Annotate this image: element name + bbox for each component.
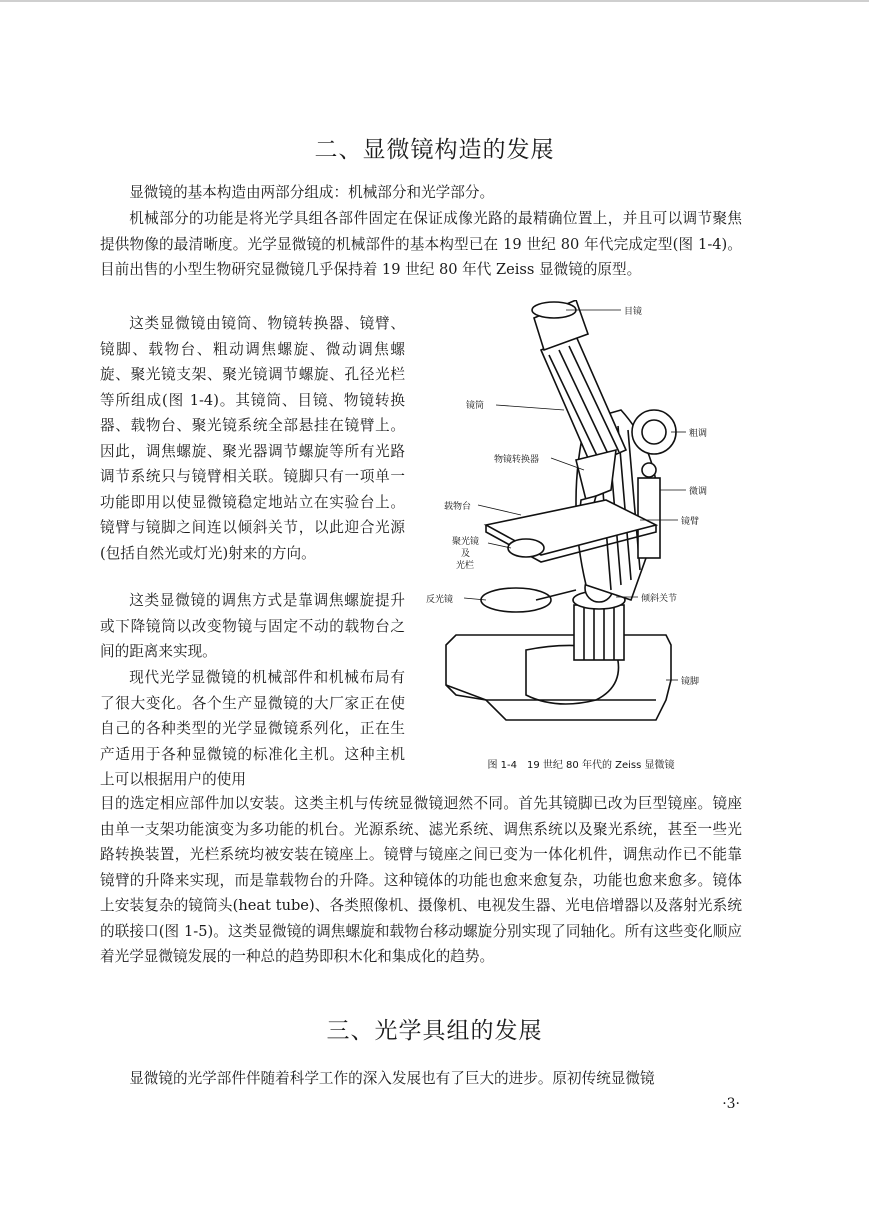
paragraph-intro: 显微镜的基本构造由两部分组成：机械部分和光学部分。 [129,184,495,201]
page-number: ·3· [722,1096,740,1112]
paragraph-modern-continued: 目的选定相应部件加以安装。这类主机与传统显微镜迥然不同。首先其镜脚已改为巨型镜座。镜座由单一支架功能演变为多功能的机台。光源系统、滤光系统、调焦系统以及聚光系统，甚至一些光路转换装置，光栏系统均被安装在镜座上。镜臂与镜座之间已变为一体化机件，调焦动作已不能靠镜臂的升降来实现，而是靠载物台的升降。这种镜体的功能也愈来愈复杂，功能也愈来愈多。镜体上安装复杂的镜筒头(heat tube)、各类照像机、摄像机、电视发生器、光电倍增器以及落射光系统的联接口(图 1-5)。这类显微镜的调焦螺旋和载物台移动螺旋分别实现了同轴化。所有这些变化顺应着光学显微镜发展的一种总的趋势即积木化和集成化的趋势。 [100,795,742,965]
label-tube: 镜筒 [466,401,485,411]
label-hinge: 倾斜关节 [641,594,678,604]
label-fine: 微调 [689,487,708,497]
figure-caption: 图 1-4 19 世纪 80 年代的 Zeiss 显微镜 [487,760,675,771]
section-title-microscope-structure: 二、显微镜构造的发展 [314,137,555,163]
paragraph-components: 这类显微镜由镜筒、物镜转换器、镜臂、镜脚、载物台、粗动调焦螺旋、微动调焦螺旋、聚光镜支架、聚光镜调节螺旋、孔径光栏等所组成(图 1-4)。其镜筒、目镜、物镜转换器、载物台、聚光镜系统全部悬挂在镜臂上。因此，调焦螺旋、聚光器调节螺旋等所有光路调节系统只与镜臂相关联。镜脚只有一项单一功能即用以使显微镜稳定地站立在实验台上。镜臂与镜脚之间连以倾斜关节，以此迎合光源(包括自然光或灯光)射来的方向。 [100,315,405,562]
label-coarse: 粗调 [689,429,708,439]
label-condenser-1: 聚光镜 [452,537,480,547]
label-turret: 物镜转换器 [494,455,540,465]
paragraph-focusing: 这类显微镜的调焦方式是靠调焦螺旋提升或下降镜筒以改变物镜与固定不动的载物台之间的距离来实现。 [100,592,405,660]
paragraph-optical-progress: 显微镜的光学部件伴随着科学工作的深入发展也有了巨大的进步。原初传统显微镜 [129,1070,655,1087]
label-eyepiece: 目镜 [624,307,643,317]
label-condenser-2: 及 [461,549,471,559]
label-arm: 镜臂 [681,517,700,527]
paragraph-modern-microscope: 现代光学显微镜的机械部件和机械布局有了很大变化。各个生产显微镜的大厂家正在使自己的各种类型的光学显微镜系列化，正在生产适用于各种显微镜的标准化主机。这种主机上可以根据用户的使用 [100,669,405,788]
label-condenser-3: 光栏 [456,561,475,571]
label-mirror: 反光镜 [426,595,454,605]
label-stage: 载物台 [444,502,472,512]
label-foot: 镜脚 [681,677,700,687]
section-title-optical-system: 三、光学具组的发展 [326,1018,543,1044]
microscope-pillar-shape [574,605,624,660]
figure-zeiss-microscope [416,300,746,740]
paragraph-mechanical-function: 机械部分的功能是将光学具组各部件固定在保证成像光路的最精确位置上，并且可以调节聚焦提供物像的最清晰度。光学显微镜的机械部件的基本构型已在 19 世纪 80 年代完成定型(图 1-4)。目前出售的小型生物研究显微镜几乎保持着 19 世纪 80 年代 Zeiss 显微镜的原型。 [100,210,742,278]
microscope-illustration [416,300,746,740]
